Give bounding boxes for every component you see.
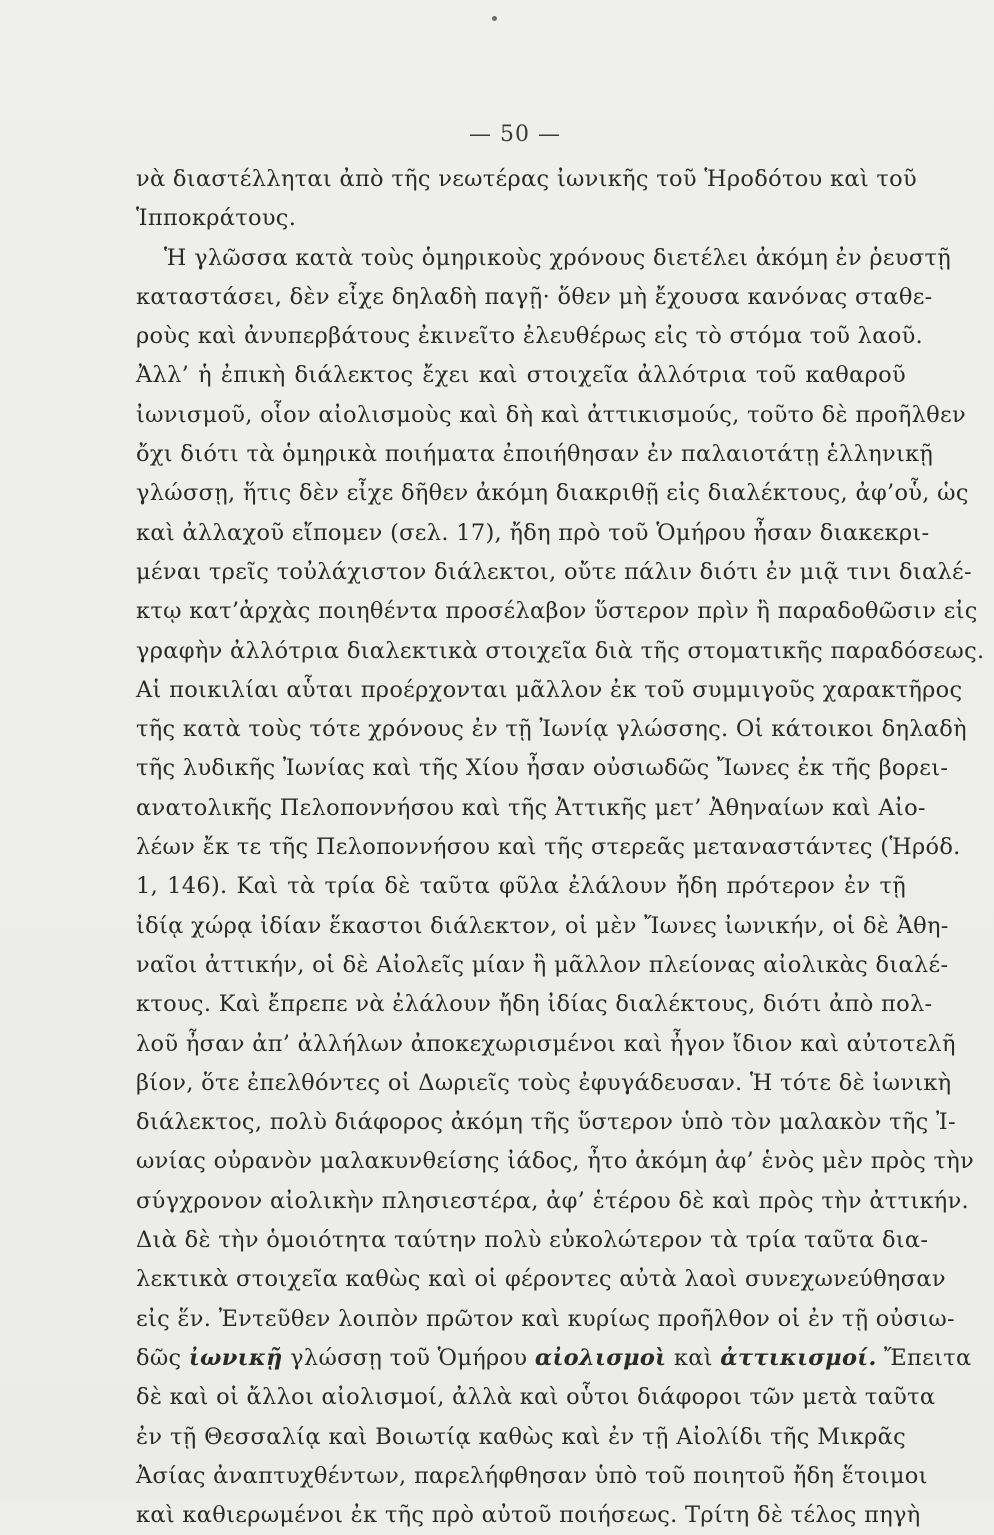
emphasis-attikismoi: ἀττικισμοί. [720, 1344, 877, 1371]
text-line: δὲ καὶ οἱ ἄλλοι αἰολισμοί, ἀλλὰ καὶ οὗτοι διάφοροι τῶν μετὰ ταῦτα [136, 1384, 936, 1411]
text-line: τῆς κατὰ τοὺς τότε χρόνους ἐν τῇ Ἰωνίᾳ γλώσσης. Οἱ κάτοικοι δηλαδὴ [136, 716, 967, 743]
text-line: καταστάσει, δὲν εἶχε δηλαδὴ παγῇ· ὅθεν μὴ ἔχουσα κανόνας σταθε- [136, 283, 933, 310]
text-line: Ἱπποκράτους. [136, 205, 297, 232]
text-line: καὶ καθιερωμένοι ἐκ τῆς πρὸ αὐτοῦ ποιήσεως. Τρίτη δὲ τέλος πηγὴ [136, 1502, 921, 1529]
text-line: γραφὴν ἀλλότρια διαλεκτικὰ στοιχεῖα διὰ τῆς στοματικῆς παραδόσεως. [136, 637, 985, 664]
text-line: λεκτικὰ στοιχεῖα καθὼς καὶ οἱ φέροντες αὐτὰ λαοὶ συνεχωνεύθησαν [136, 1266, 946, 1293]
text-segment: δῶς [136, 1344, 182, 1371]
text-line: εἰς ἕν. Ἐντεῦθεν λοιπὸν πρῶτον καὶ κυρίως προῆλθον οἱ ἐν τῇ οὐσιω- [136, 1305, 955, 1332]
print-speck [492, 16, 497, 21]
text-line: Διὰ δὲ τὴν ὁμοιότητα ταύτην πολὺ εὐκολώτερον τὰ τρία ταῦτα δια- [136, 1227, 929, 1254]
body-text [136, 160, 985, 1535]
text-line: λέων ἔκ τε τῆς Πελοποννήσου καὶ τῆς στερεᾶς μεταναστάντες (Ἡρόδ. [136, 834, 961, 861]
text-line: ναῖοι ἀττικήν, οἱ δὲ Αἰολεῖς μίαν ἢ μᾶλλον πλείονας αἰολικὰς διαλέ- [136, 951, 949, 978]
text-segment: Ἔπειτα [884, 1344, 972, 1371]
text-line: γλώσσῃ, ἥτις δὲν εἶχε δῆθεν ἀκόμη διακριθῇ εἰς διαλέκτους, ἀφ’οὗ, ὡς [136, 480, 969, 507]
text-line: βίον, ὅτε ἐπελθόντες οἱ Δωριεῖς τοὺς ἐφυγάδευσαν. Ἡ τότε δὲ ἰωνικὴ [136, 1069, 952, 1096]
text-line: Ἀσίας ἀναπτυχθέντων, παρελήφθησαν ὑπὸ τοῦ ποιητοῦ ἤδη ἕτοιμοι [136, 1462, 928, 1489]
text-line: καὶ ἀλλαχοῦ εἴπομεν (σελ. 17), ἤδη πρὸ τοῦ Ὁμήρου ἦσαν διακεκρι- [136, 519, 930, 546]
text-line: ὄχι διότι τὰ ὁμηρικὰ ποιήματα ἐποιήθησαν ἐν παλαιοτάτῃ ἑλληνικῇ [136, 441, 934, 468]
text-segment: καὶ [673, 1344, 713, 1371]
text-line: ανατολικῆς Πελοποννήσου καὶ τῆς Ἀττικῆς μετ’ Ἀθηναίων καὶ Αἰο- [136, 794, 926, 821]
text-line: σύγχρονον αἰολικὴν πλησιεστέρα, ἀφ’ ἑτέρου δὲ καὶ πρὸς τὴν ἀττικήν. [136, 1187, 970, 1214]
text-line-with-emphasis [136, 1339, 972, 1378]
text-line: 1, 146). Καὶ τὰ τρία δὲ ταῦτα φῦλα ἐλάλουν ἤδη πρότερον ἐν τῇ [136, 873, 906, 900]
text-line: μέναι τρεῖς τοὐλάχιστον διάλεκτοι, οὔτε πάλιν διότι ἐν μιᾷ τινι διαλέ- [136, 558, 972, 585]
text-segment: γλώσσῃ τοῦ Ὁμήρου [290, 1344, 528, 1371]
text-line: Ἀλλ’ ἡ ἐπικὴ διάλεκτος ἔχει καὶ στοιχεῖα ἀλλότρια τοῦ καθαροῦ [136, 362, 906, 389]
text-line: Αἱ ποικιλίαι αὗται προέρχονται μᾶλλον ἐκ τοῦ συμμιγοῦς χαρακτῆρος [136, 676, 963, 703]
text-line: ἰωνισμοῦ, οἷον αἰολισμοὺς καὶ δὴ καὶ ἀττικισμούς, τοῦτο δὲ προῆλθεν [136, 401, 966, 428]
text-line: τῆς λυδικῆς Ἰωνίας καὶ τῆς Χίου ἦσαν οὐσιωδῶς Ἴωνες ἐκ τῆς βορει- [136, 755, 949, 782]
text-line: διάλεκτος, πολὺ διάφορος ἀκόμη τῆς ὕστερον ὑπὸ τὸν μαλακὸν τῆς Ἰ- [136, 1109, 956, 1136]
emphasis-ionike: ἰωνικῇ [188, 1344, 283, 1371]
emphasis-aiolismoi: αἰολισμοὶ [534, 1344, 667, 1371]
text-line: ἰδίᾳ χώρᾳ ἰδίαν ἕκαστοι διάλεκτον, οἱ μὲν Ἴωνες ἰωνικήν, οἱ δὲ Ἀθη- [136, 912, 949, 939]
text-line: κτους. Καὶ ἔπρεπε νὰ ἐλάλουν ἤδη ἰδίας διαλέκτους, διότι ἀπὸ πολ- [136, 991, 933, 1018]
text-line: νὰ διαστέλληται ἀπὸ τῆς νεωτέρας ἰωνικῆς τοῦ Ἡροδότου καὶ τοῦ [136, 166, 917, 192]
text-line: λοῦ ἦσαν ἀπ’ ἀλλήλων ἀποκεχωρισμένοι καὶ ἦγον ἴδιον καὶ αὐτοτελῆ [136, 1030, 956, 1057]
text-line: ἐν τῇ Θεσσαλίᾳ καὶ Βοιωτίᾳ καθὼς καὶ ἐν τῇ Αἰολίδι τῆς Μικρᾶς [136, 1423, 906, 1450]
text-line: Ἡ γλῶσσα κατὰ τοὺς ὁμηρικοὺς χρόνους διετέλει ἀκόμη ἐν ῥευστῇ [164, 244, 952, 271]
page-number: — 50 — [469, 122, 561, 147]
text-line: ροὺς καὶ ἀνυπερβάτους ἐκινεῖτο ἐλευθέρως εἰς τὸ στόμα τοῦ λαοῦ. [136, 323, 923, 350]
text-line: ωνίας οὐρανὸν μαλακυνθείσης ἰάδος, ἦτο ἀκόμη ἀφ’ ἑνὸς μὲν πρὸς τὴν [136, 1148, 975, 1175]
text-line: κτῳ κατ’ἀρχὰς ποιηθέντα προσέλαβον ὕστερον πρὶν ἢ παραδοθῶσιν εἰς [136, 598, 978, 625]
